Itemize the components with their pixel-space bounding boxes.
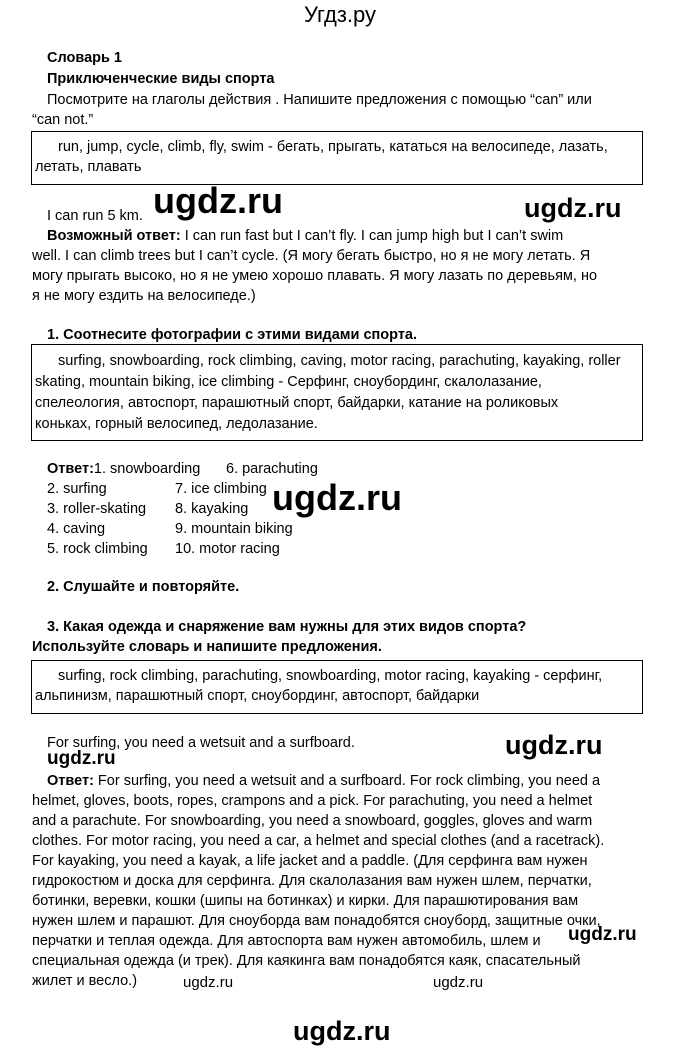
task3-answer-line-1 <box>47 771 600 791</box>
vocab-example: I can run 5 km. <box>47 208 143 224</box>
vocab-subtitle: Приключенческие виды спорта <box>47 71 275 87</box>
task1-box-line-2: skating, mountain biking, ice climbing - Серфинг, сноубординг, скалолазание, <box>35 374 542 390</box>
task3-answer-line-7: ботинки, веревки, кошки (шипы на ботинках) и кирки. Для парашютирования вам <box>32 893 579 909</box>
task1-left-1: 1. snowboarding <box>93 461 201 477</box>
vocab-box-line-1: run, jump, cycle, climb, fly, swim - бегать, прыгать, кататься на велосипеде, лазать, <box>58 139 608 155</box>
vocab-title: Словарь 1 <box>47 50 122 66</box>
vocab-answer-line-4: я не могу ездить на велосипеде.) <box>32 288 256 304</box>
task1-left-4: 4. caving <box>47 521 106 537</box>
task1-answer-row-1 <box>47 459 200 479</box>
task1-left-3: 3. roller-skating <box>47 501 147 517</box>
watermark: ugdz.ru <box>524 193 622 223</box>
task1-right-5: 10. motor racing <box>175 541 280 557</box>
task3-box-line-1: surfing, rock climbing, parachuting, snowboarding, motor racing, kayaking - серфинг, <box>58 668 603 684</box>
task1-title: 1. Соотнесите фотографии с этими видами спорта. <box>47 327 418 343</box>
task3-answer-line-5: For kayaking, you need a kayak, a life jacket and a paddle. (Для серфинга вам нужен <box>32 853 588 869</box>
watermark: ugdz.ru <box>568 924 637 945</box>
vocab-answer-first: I can run fast but I can’t fly. I can jump high but I can’t swim <box>180 228 564 244</box>
task1-box-line-1: surfing, snowboarding, rock climbing, caving, motor racing, parachuting, kayaking, roller <box>58 353 621 369</box>
vocab-box-line-2: летать, плавать <box>35 159 142 175</box>
task3-answer-label: Ответ: <box>47 773 94 789</box>
watermark: ugdz.ru <box>183 974 234 991</box>
vocab-instruction-2: “can not.” <box>32 112 94 128</box>
watermark: ugdz.ru <box>47 748 116 769</box>
site-title: Угдз.ру <box>303 2 377 27</box>
watermark: ugdz.ru <box>293 1016 391 1046</box>
task1-right-3: 8. kayaking <box>175 501 249 517</box>
task3-answer-line-11: жилет и весло.) <box>32 973 138 989</box>
task3-answer-line-3: and a parachute. For snowboarding, you need a snowboard, goggles, gloves and warm <box>32 813 593 829</box>
vocab-answer-line-1 <box>47 226 563 246</box>
task3-answer-line-8: нужен шлем и парашют. Для сноуборда вам понадобятся сноуборд, защитные очки, <box>32 913 601 929</box>
task1-box-line-3: спелеология, автоспорт, парашютный спорт, байдарки, катание на роликовых <box>35 395 559 411</box>
task3-example: For surfing, you need a wetsuit and a surfboard. <box>47 735 355 751</box>
vocab-answer-label: Возможный ответ: <box>47 228 181 244</box>
task3-answer-line-10: специальная одежда (и трек). Для каякинга вам понадобятся каяк, спасательный <box>32 953 581 969</box>
task3-answer-line-9: перчатки и теплая одежда. Для автоспорта вам нужен автомобиль, шлем и <box>32 933 541 949</box>
vocab-box <box>31 131 643 185</box>
task3-box <box>31 660 643 714</box>
task3-answer-first: For surfing, you need a wetsuit and a surfboard. For rock climbing, you need a <box>93 773 601 789</box>
task3-answer-line-6: гидрокостюм и доска для серфинга. Для скалолазания вам нужен шлем, перчатки, <box>32 873 592 889</box>
task1-right-4: 9. mountain biking <box>175 521 293 537</box>
task3-title-2: Используйте словарь и напишите предложения. <box>32 639 382 655</box>
watermark: ugdz.ru <box>153 180 283 221</box>
task2-title: 2. Слушайте и повторяйте. <box>47 579 240 595</box>
vocab-answer-line-2: well. I can climb trees but I can’t cycle. (Я могу бегать быстро, но я не могу летать. Я <box>32 248 591 264</box>
watermark: ugdz.ru <box>433 974 484 991</box>
task1-left-5: 5. rock climbing <box>47 541 148 557</box>
task1-box <box>31 344 643 441</box>
task3-answer-line-2: helmet, gloves, boots, ropes, crampons and a pick. For parachuting, you need a helmet <box>32 793 593 809</box>
watermark: ugdz.ru <box>272 477 402 518</box>
task3-box-line-2: альпинизм, парашютный спорт, сноубординг, автоспорт, байдарки <box>35 688 480 704</box>
task1-answer-label: Ответ: <box>47 461 94 477</box>
vocab-answer-line-3: могу прыгать высоко, но я не умею хорошо плавать. Я могу лазать по деревьям, но <box>32 268 598 284</box>
task3-answer-line-4: clothes. For motor racing, you need a car, a helmet and special clothes (and a racetrack). <box>32 833 605 849</box>
vocab-instruction-1: Посмотрите на глаголы действия . Напишите предложения с помощью “can” или <box>47 92 592 108</box>
task1-left-2: 2. surfing <box>47 481 107 497</box>
task1-right-2: 7. ice climbing <box>175 481 267 497</box>
task3-title-1: 3. Какая одежда и снаряжение вам нужны для этих видов спорта? <box>47 619 527 635</box>
task1-right-1: 6. parachuting <box>226 461 318 477</box>
watermark: ugdz.ru <box>505 730 603 760</box>
task1-box-line-4: коньках, горный велосипед, ледолазание. <box>35 416 318 432</box>
